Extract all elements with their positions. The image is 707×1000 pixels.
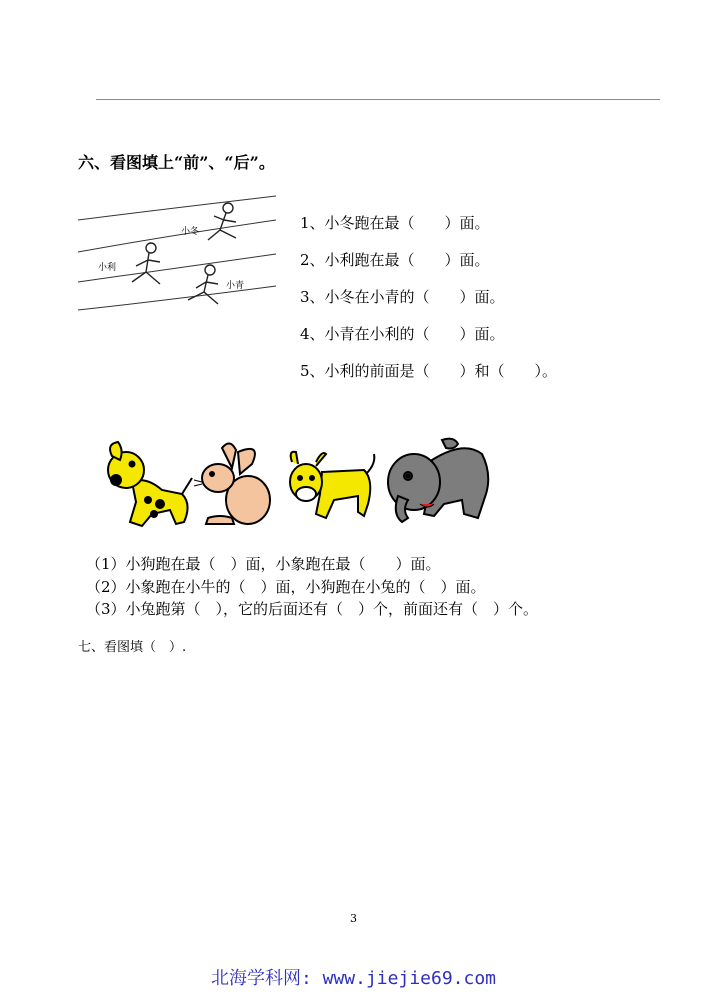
figure-label-xiaoli: 小利	[98, 263, 117, 273]
animal-race-figure	[102, 434, 502, 534]
animal-question-1: （1）小狗跑在最（ ）面，小象跑在最（ ）面。	[86, 555, 441, 573]
rabbit-icon	[194, 443, 270, 524]
animal-question-2: （2）小象跑在小牛的（ ）面，小狗跑在小兔的（ ）面。	[86, 578, 486, 596]
elephant-icon	[388, 439, 488, 522]
header-rule	[96, 99, 660, 100]
question-1: 1、小冬跑在最（ ）面。	[300, 214, 490, 232]
figure-label-xiaoqing: 小青	[226, 281, 245, 291]
race-figure	[76, 190, 279, 322]
figure-label-xiaodong: 小冬	[181, 227, 200, 237]
section-seven-title: 七、看图填（ ）.	[78, 640, 187, 655]
cow-icon	[290, 452, 374, 518]
footer-link[interactable]: 北海学科网: www.jiejie69.com	[210, 968, 497, 989]
question-2: 2、小利跑在最（ ）面。	[300, 251, 490, 269]
page-number: 3	[350, 912, 357, 925]
question-3: 3、小冬在小青的（ ）面。	[300, 288, 505, 306]
animal-question-3: （3）小兔跑第（ ），它的后面还有（ ）个，前面还有（ ）个。	[86, 600, 539, 618]
section-six-title: 六、看图填上“前”、“后”。	[78, 153, 275, 172]
dog-icon	[108, 442, 192, 526]
question-4: 4、小青在小利的（ ）面。	[300, 325, 505, 343]
question-5: 5、小利的前面是（ ）和（ ）。	[300, 362, 558, 380]
